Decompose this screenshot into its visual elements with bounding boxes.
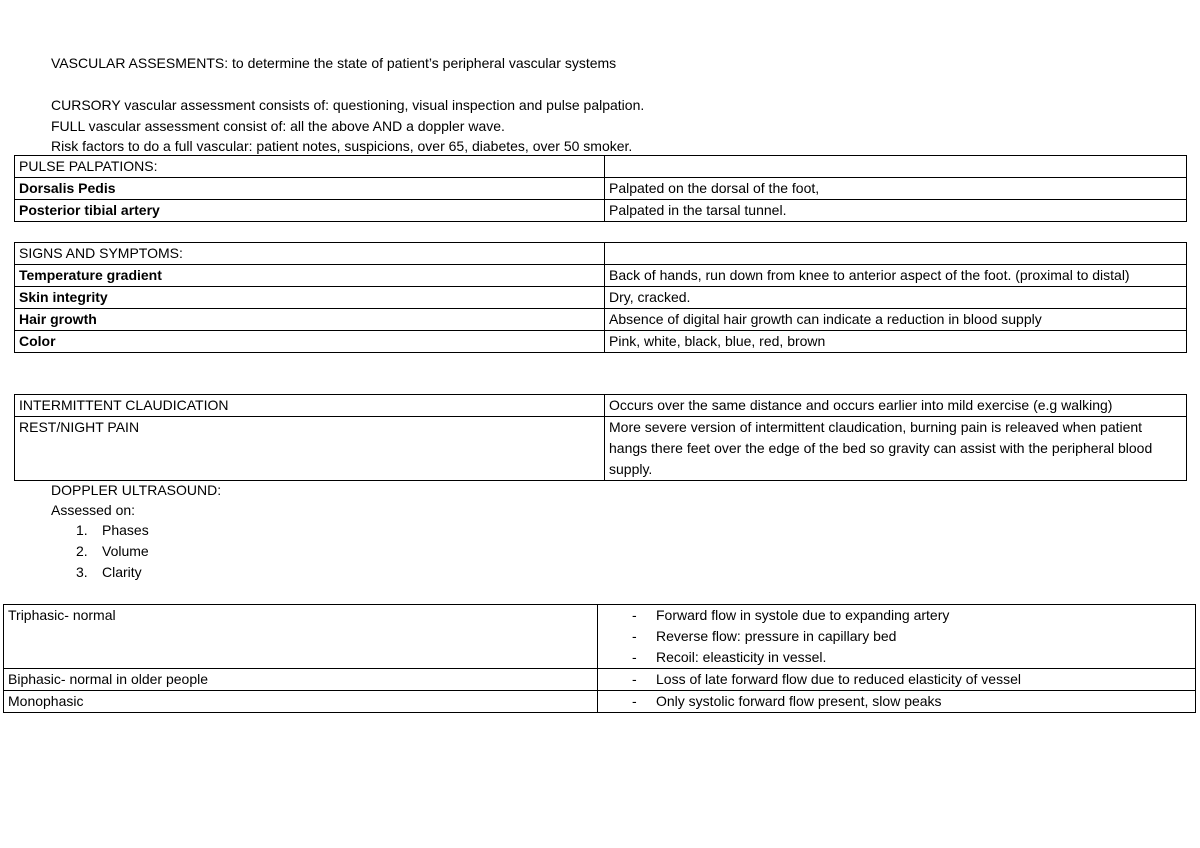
empty-cell bbox=[605, 243, 1187, 265]
table-row bbox=[15, 243, 1187, 265]
row-label: Triphasic- normal bbox=[4, 605, 598, 669]
list-item: - Reverse flow: pressure in capillary bed bbox=[602, 626, 1191, 647]
list-text: Phases bbox=[102, 522, 149, 538]
doppler-assessed: Assessed on: bbox=[51, 502, 136, 518]
empty-cell bbox=[605, 156, 1187, 178]
table-row bbox=[15, 309, 1187, 331]
list-number: 2. bbox=[76, 543, 88, 559]
row-value: Palpated in the tarsal tunnel. bbox=[605, 200, 1187, 222]
table-row bbox=[4, 669, 1196, 691]
list-number: 3. bbox=[76, 564, 88, 580]
row-label: Dorsalis Pedis bbox=[15, 178, 605, 200]
points-list bbox=[602, 605, 1191, 668]
row-value bbox=[598, 691, 1196, 713]
list-item bbox=[76, 541, 149, 562]
row-label: Color bbox=[15, 331, 605, 353]
table-row bbox=[15, 265, 1187, 287]
signs-table bbox=[14, 242, 1187, 353]
list-number: 1. bbox=[76, 522, 88, 538]
row-value: Pink, white, black, blue, red, brown bbox=[605, 331, 1187, 353]
table-row bbox=[15, 395, 1187, 417]
doppler-title: DOPPLER ULTRASOUND: bbox=[51, 482, 222, 498]
intro-cursory: CURSORY vascular assessment consists of: questioning, visual inspection and pulse palpation. bbox=[51, 97, 645, 113]
list-text: Volume bbox=[102, 543, 149, 559]
row-label: Biphasic- normal in older people bbox=[4, 669, 598, 691]
table-row bbox=[15, 156, 1187, 178]
pulse-header: PULSE PALPATIONS: bbox=[15, 156, 605, 178]
list-item: - Only systolic forward flow present, slow peaks bbox=[602, 691, 1191, 712]
row-label: Hair growth bbox=[15, 309, 605, 331]
claudication-table bbox=[14, 394, 1187, 481]
points-list bbox=[602, 669, 1191, 690]
intro-risk: Risk factors to do a full vascular: patient notes, suspicions, over 65, diabetes, over 50 smoker. bbox=[51, 138, 633, 154]
points-list bbox=[602, 691, 1191, 712]
table-row bbox=[15, 417, 1187, 481]
row-label: Monophasic bbox=[4, 691, 598, 713]
row-label: INTERMITTENT CLAUDICATION bbox=[15, 395, 605, 417]
intro-title: VASCULAR ASSESMENTS: to determine the state of patient’s peripheral vascular systems bbox=[51, 55, 617, 71]
row-value: Occurs over the same distance and occurs earlier into mild exercise (e.g walking) bbox=[605, 395, 1187, 417]
row-value: More severe version of intermittent claudication, burning pain is releaved when patient hangs there feet over the edge of the bed so gravity can assist with the peripheral blood supply. bbox=[605, 417, 1187, 481]
row-label: Posterior tibial artery bbox=[15, 200, 605, 222]
row-value: Dry, cracked. bbox=[605, 287, 1187, 309]
table-row bbox=[15, 331, 1187, 353]
table-row bbox=[15, 178, 1187, 200]
list-text: Clarity bbox=[102, 564, 142, 580]
list-item bbox=[76, 562, 149, 583]
row-value: Palpated on the dorsal of the foot, bbox=[605, 178, 1187, 200]
table-row bbox=[4, 691, 1196, 713]
row-value: Back of hands, run down from knee to anterior aspect of the foot. (proximal to distal) bbox=[605, 265, 1187, 287]
row-value: Absence of digital hair growth can indicate a reduction in blood supply bbox=[605, 309, 1187, 331]
pulse-table bbox=[14, 155, 1187, 222]
phases-table bbox=[3, 604, 1196, 713]
doppler-list bbox=[76, 520, 149, 583]
list-item: - Recoil: eleasticity in vessel. bbox=[602, 647, 1191, 668]
table-row bbox=[15, 200, 1187, 222]
table-row bbox=[4, 605, 1196, 669]
list-item: - Forward flow in systole due to expanding artery bbox=[602, 605, 1191, 626]
table-row bbox=[15, 287, 1187, 309]
row-value bbox=[598, 669, 1196, 691]
row-label: Skin integrity bbox=[15, 287, 605, 309]
row-label: Temperature gradient bbox=[15, 265, 605, 287]
row-value bbox=[598, 605, 1196, 669]
list-item bbox=[76, 520, 149, 541]
intro-full: FULL vascular assessment consist of: all the above AND a doppler wave. bbox=[51, 118, 505, 134]
row-label: REST/NIGHT PAIN bbox=[15, 417, 605, 481]
list-item: - Loss of late forward flow due to reduced elasticity of vessel bbox=[602, 669, 1191, 690]
signs-header: SIGNS AND SYMPTOMS: bbox=[15, 243, 605, 265]
